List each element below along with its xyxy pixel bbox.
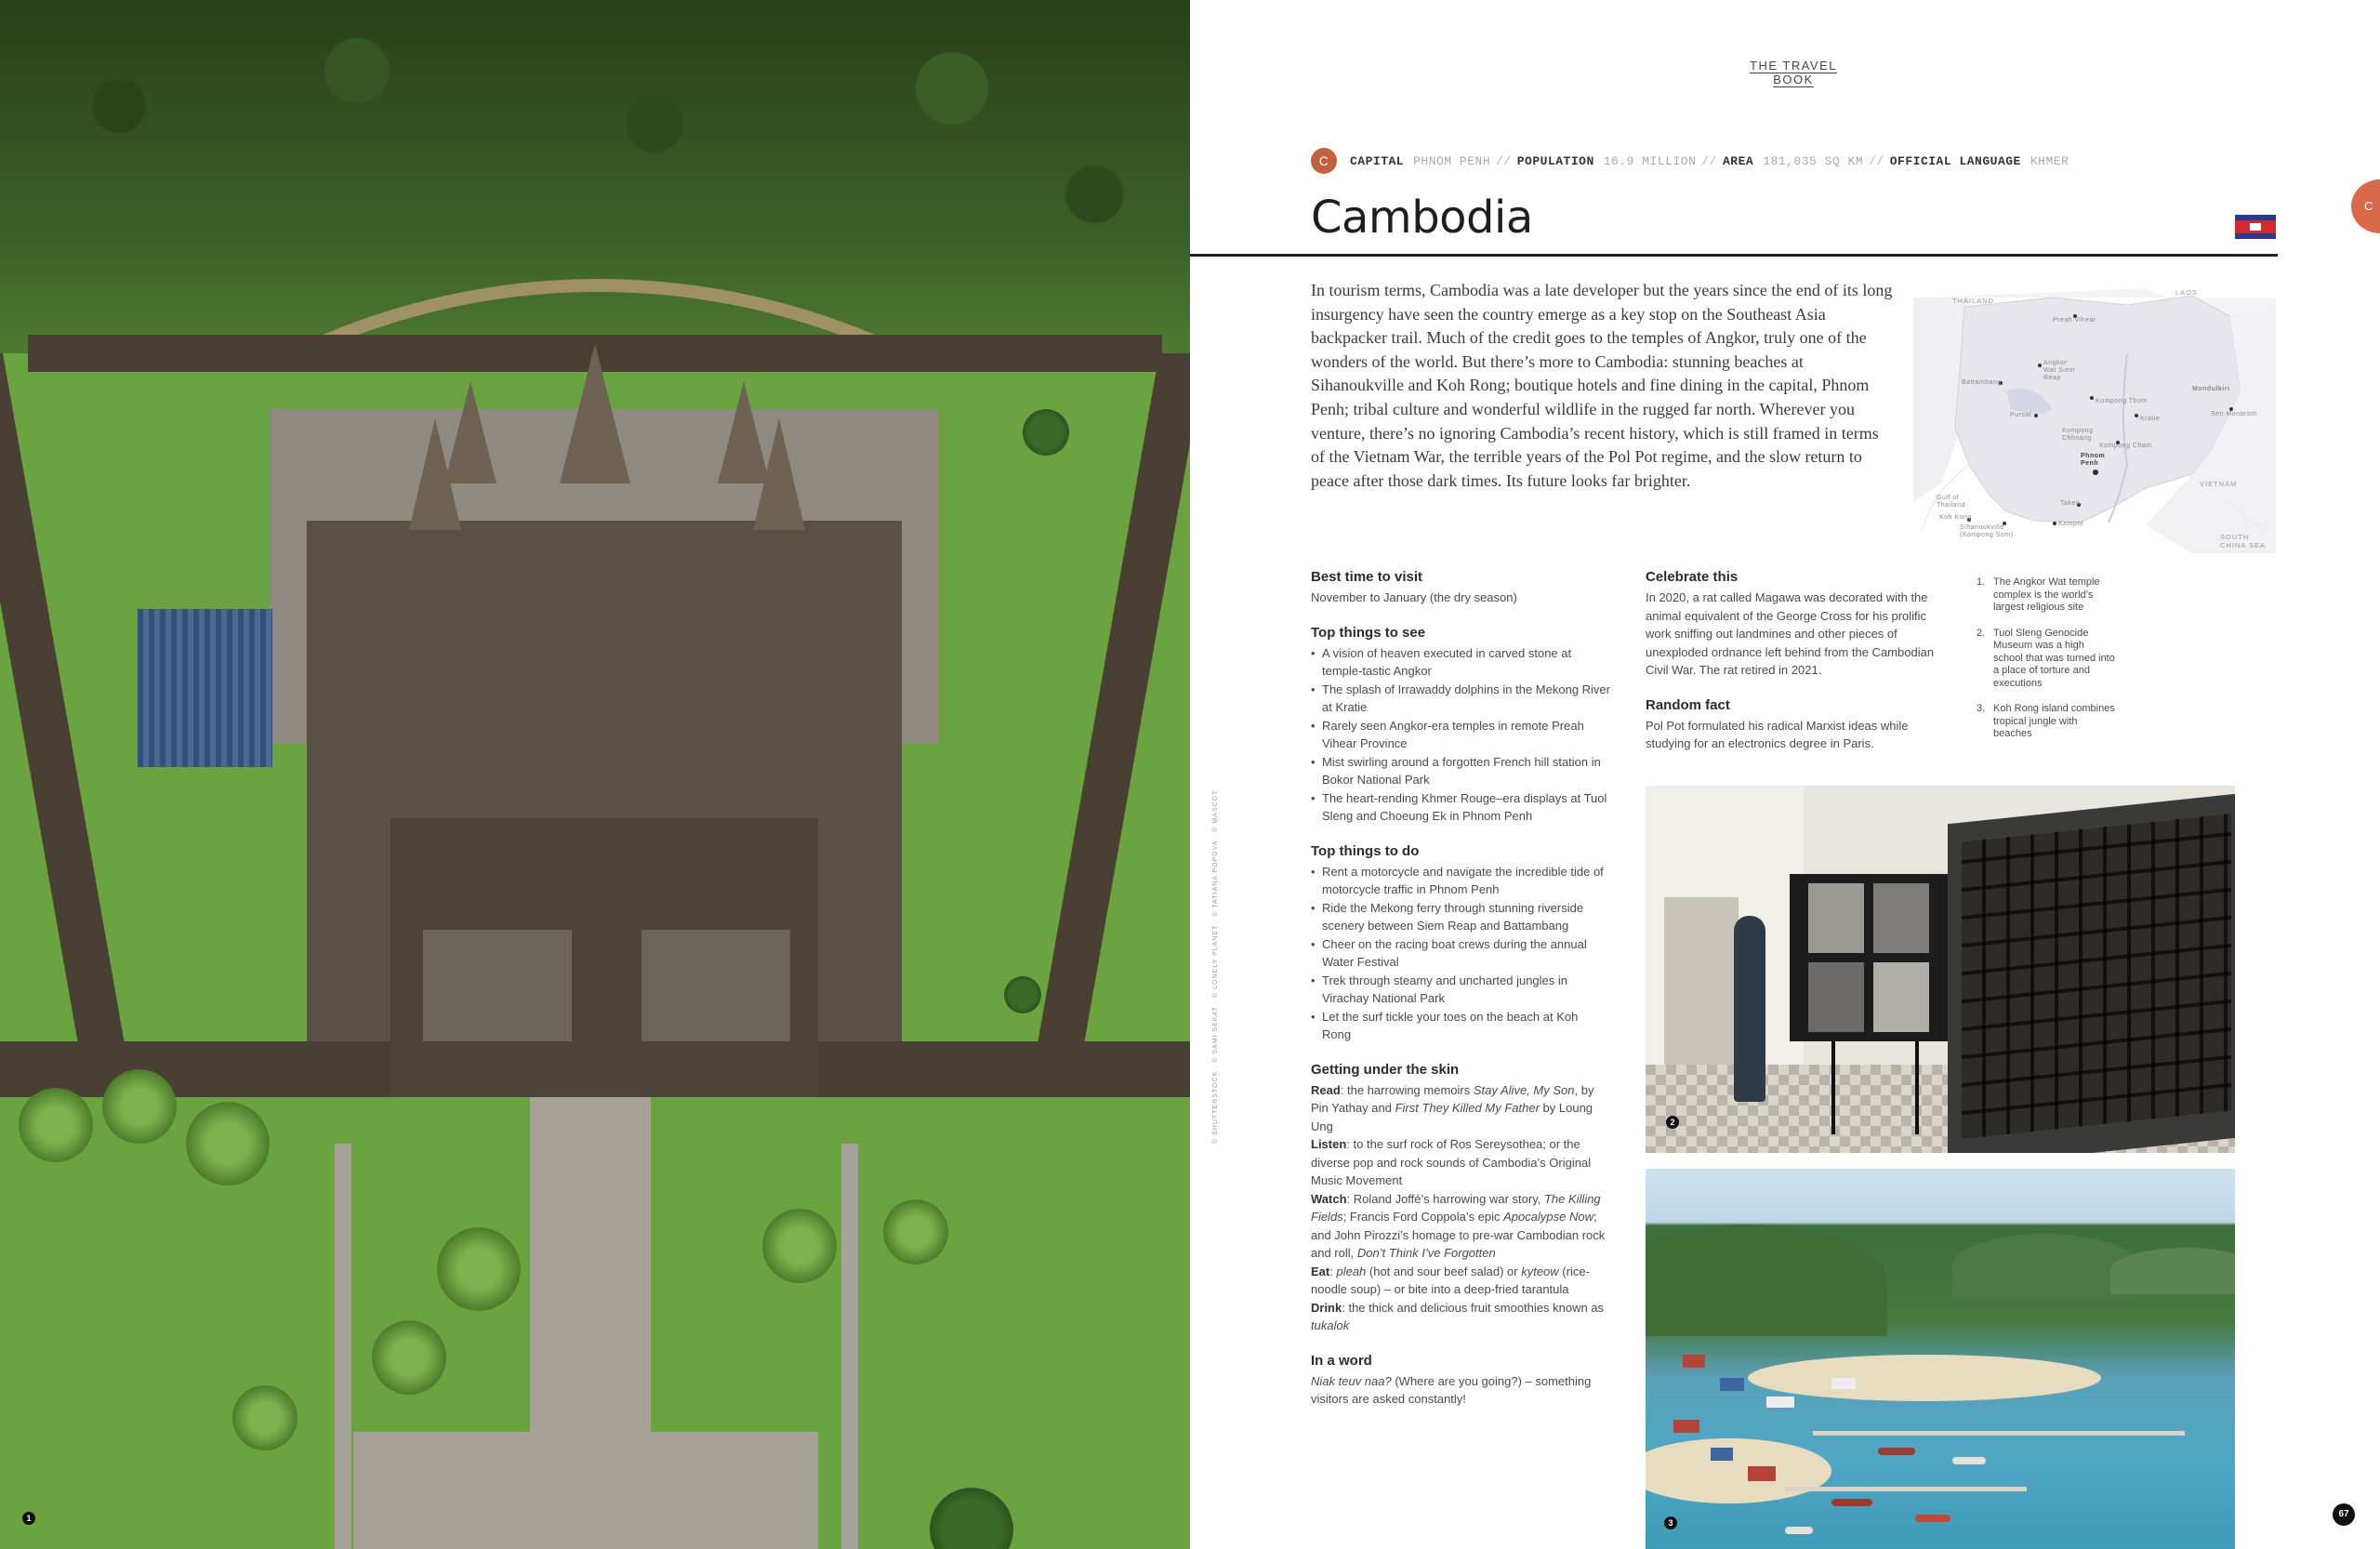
random-fact-text: Pol Pot formulated his radical Marxist ideas while studying for an electronics degree in Paris. bbox=[1646, 718, 1909, 750]
map-city-dot bbox=[2038, 364, 2042, 367]
palm-tree bbox=[232, 1385, 298, 1450]
map-city-kompong-thom: Kompong Thom bbox=[2096, 398, 2148, 404]
in-a-word-section bbox=[1311, 1353, 1610, 1409]
fact-separator: // bbox=[1701, 153, 1717, 168]
map-city-dot bbox=[2034, 414, 2038, 417]
palm-tree bbox=[102, 1069, 177, 1144]
random-fact-section bbox=[1646, 697, 1945, 753]
koh-rong-bay-photo bbox=[1646, 1169, 2235, 1549]
caption-2: 2. Tuol Sleng Genocide Museum was a high school that was turned into a place of torture and executions bbox=[1977, 627, 2115, 689]
skin-watch: Watch: Roland Joffé’s harrowing war story, The Killing Fields; Francis Ford Coppola’s epic Apocalypse Now; and John Pirozzi’s homage to pre-war Cambodian rock and roll, Don’t Think I’ve Forgotten bbox=[1311, 1191, 1606, 1260]
left-column bbox=[1311, 569, 1610, 1426]
running-head: THE TRAVEL BOOK bbox=[1750, 59, 1837, 86]
section-tab[interactable]: C bbox=[2351, 179, 2380, 233]
top-see-heading: Top things to see bbox=[1311, 624, 1426, 641]
list-item: • A vision of heaven executed in carved stone at temple-tastic Angkor bbox=[1311, 644, 1610, 681]
list-item: • Rent a motorcycle and navigate the incredible tide of motorcycle traffic in Phnom Penh bbox=[1311, 863, 1610, 899]
map-city-takeo: Takeo bbox=[2060, 500, 2081, 507]
caption-1: 1. The Angkor Wat temple complex is the world’s largest religious site bbox=[1977, 576, 2100, 613]
language-label: OFFICIAL LANGUAGE bbox=[1889, 153, 2021, 168]
middle-column bbox=[1646, 569, 1945, 771]
cambodia-flag-icon bbox=[2235, 215, 2276, 239]
skin-read: Read: the harrowing memoirs Stay Alive, My Son, by Pin Yathay and First They Killed My Father by Loung Ung bbox=[1311, 1082, 1594, 1133]
skin-listen: Listen: to the surf rock of Ros Sereysothea; or the diverse pop and rock sounds of Cambodia’s Original Music Movement bbox=[1311, 1137, 1592, 1187]
map-city-dot bbox=[2053, 522, 2056, 525]
in-a-word-heading: In a word bbox=[1311, 1352, 1372, 1369]
tree bbox=[1004, 976, 1041, 1013]
temple-tower bbox=[560, 344, 630, 483]
top-do-heading: Top things to do bbox=[1311, 842, 1420, 859]
map-label-laos: LAOS bbox=[2175, 288, 2199, 297]
page-title: Cambodia bbox=[1311, 192, 1533, 244]
letter-badge: C bbox=[1311, 148, 1337, 174]
skin-drink: Drink: the thick and delicious fruit smoothies known as tukalok bbox=[1311, 1300, 1605, 1332]
palm-tree bbox=[19, 1088, 93, 1162]
map-city-battambang: Battambang bbox=[1962, 379, 2002, 386]
photo-credits: © SHUTTERSTOCK · © SAMI SEKAT · © LONELY PLANET · © TATIANA POPOVA · © MASCOT bbox=[1212, 789, 1219, 1144]
list-item: • The splash of Irrawaddy dolphins in the Mekong River at Kratie bbox=[1311, 681, 1610, 717]
skin-eat: Eat: pleah (hot and sour beef salad) or kyteow (rice-noodle soup) – or bite into a deep-fried tarantula bbox=[1311, 1264, 1590, 1296]
caption-3: 3. Koh Rong island combines tropical jungle with beaches bbox=[1977, 703, 2115, 739]
causeway bbox=[353, 1432, 818, 1549]
map-capital-dot bbox=[2093, 470, 2098, 475]
temple-tower bbox=[409, 418, 461, 530]
map-label-vietnam: VIETNAM bbox=[2200, 480, 2238, 488]
best-time-text: November to January (the dry season) bbox=[1311, 590, 1517, 604]
best-time-section bbox=[1311, 569, 1610, 607]
visitor-figure bbox=[1734, 916, 1765, 1102]
inner-courtyard bbox=[423, 930, 572, 1041]
map-city-dot bbox=[2135, 414, 2138, 417]
tuol-sleng-museum-photo bbox=[1646, 786, 2235, 1153]
tree bbox=[1023, 409, 1069, 456]
map-city-preah-vihear: Preah Vihear bbox=[2053, 317, 2096, 324]
palm-tree bbox=[437, 1227, 521, 1311]
list-item: • Mist swirling around a forgotten French hill station in Bokor National Park bbox=[1311, 753, 1610, 789]
photo-number-2: 2 bbox=[1666, 1116, 1679, 1129]
in-a-word-text: Niak teuv naa? (Where are you going?) – something visitors are asked constantly! bbox=[1311, 1373, 1592, 1406]
title-rule bbox=[1190, 254, 2278, 257]
palm-tree bbox=[372, 1320, 446, 1395]
language-value: KHMER bbox=[2030, 153, 2069, 168]
list-item: • Trek through steamy and uncharted jungles in Virachay National Park bbox=[1311, 972, 1610, 1008]
palm-tree bbox=[883, 1199, 948, 1264]
top-see-list bbox=[1311, 644, 1610, 826]
area-value: 181,035 SQ KM bbox=[1763, 153, 1864, 168]
celebrate-section bbox=[1646, 569, 1945, 680]
skin-heading: Getting under the skin bbox=[1311, 1061, 1460, 1078]
cambodia-map bbox=[1913, 279, 2276, 553]
map-city-dot bbox=[2090, 396, 2094, 400]
map-city-koh-kong: Koh Kong bbox=[1939, 514, 1972, 521]
fact-separator: // bbox=[1496, 153, 1512, 168]
map-city-kompong-cham: Kompong Cham bbox=[2099, 443, 2152, 449]
palm-tree bbox=[186, 1102, 270, 1185]
palm-tree bbox=[762, 1209, 837, 1283]
celebrate-text: In 2020, a rat called Magawa was decorated with the animal equivalent of the George Cross for his prolific work sniffing out landmines and other pieces of unexploded ordnance left behind from the Cambodian Civil War. The rat retired in 2021. bbox=[1646, 590, 1935, 677]
side-path bbox=[841, 1144, 858, 1549]
map-label-south-china-sea: SOUTH CHINA SEA bbox=[2220, 533, 2267, 549]
map-label-thailand: THAILAND bbox=[1952, 297, 1995, 305]
random-fact-heading: Random fact bbox=[1646, 696, 1730, 713]
list-item: • Rarely seen Angkor-era temples in remote Preah Vihear Province bbox=[1311, 717, 1610, 753]
capital-value: PHNOM PENH bbox=[1413, 153, 1491, 168]
top-do-section bbox=[1311, 843, 1610, 1044]
list-item: • Cheer on the racing boat crews during the annual Water Festival bbox=[1311, 935, 1610, 972]
inner-courtyard bbox=[641, 930, 790, 1041]
list-item: • Let the surf tickle your toes on the beach at Koh Rong bbox=[1311, 1008, 1610, 1044]
map-city-angkor: Angkor Wat Siem Reap bbox=[2043, 360, 2076, 381]
temple-tower bbox=[753, 418, 805, 530]
capital-label: CAPITAL bbox=[1350, 153, 1405, 168]
map-city-sihanoukville: Sihanoukville (Kompong Som) bbox=[1960, 524, 2014, 538]
list-item: • The heart-rending Khmer Rouge–era displays at Tuol Sleng and Choeung Ek in Phnom Penh bbox=[1311, 789, 1610, 826]
area-label: AREA bbox=[1722, 153, 1754, 168]
map-city-kampot: Kampot bbox=[2058, 521, 2084, 527]
fact-separator: // bbox=[1869, 153, 1884, 168]
top-do-list bbox=[1311, 863, 1610, 1044]
celebrate-heading: Celebrate this bbox=[1646, 569, 1739, 585]
population-value: 16.9 MILLION bbox=[1603, 153, 1697, 168]
photo-number-1: 1 bbox=[22, 1512, 35, 1525]
map-label-mondulkiri: Mondulkiri bbox=[2192, 386, 2230, 392]
best-time-heading: Best time to visit bbox=[1311, 569, 1423, 585]
population-label: POPULATION bbox=[1516, 153, 1594, 168]
list-item: • Ride the Mekong ferry through stunning riverside scenery between Siem Reap and Battambang bbox=[1311, 899, 1610, 935]
intro-paragraph: In tourism terms, Cambodia was a late developer but the years since the end of its long insurgency have seen the country emerge as a key stop on the Southeast Asia backpacker trail. Much of the credit goes to the temples of Angkor, truly one of the wonders of the world. But there’s more to Cambodia: stunning beaches at Sihanoukville and Koh Rong; boutique hotels and fine dining in the capital, Phnom Penh; tribal culture and wonderful wildlife in the rugged far north. Wherever you venture, there’s no ignoring Cambodia’s recent history, which is still framed in terms of the Vietnam War, the terrible years of the Pol Pot regime, and the slow return to peace after those dark times. Its future looks far brighter. bbox=[1311, 281, 1893, 490]
photo-number-3: 3 bbox=[1664, 1516, 1677, 1529]
map-label-gulf: Gulf of Thailand bbox=[1937, 495, 1965, 509]
page-number: 67 bbox=[2333, 1503, 2355, 1526]
photo-captions bbox=[1977, 576, 2116, 754]
map-city-kratie: Kratie bbox=[2140, 416, 2161, 422]
map-city-pursat: Pursat bbox=[2010, 412, 2032, 418]
map-city-sen-monorom: Sen Monorom bbox=[2211, 411, 2257, 417]
side-path bbox=[335, 1144, 351, 1549]
scaffolding bbox=[138, 609, 272, 767]
top-see-section bbox=[1311, 625, 1610, 826]
map-city-kompong-chhnang: Kompong Chhnang bbox=[2062, 428, 2094, 442]
map-city-phnom-penh: Phnom Penh bbox=[2081, 453, 2106, 467]
country-facts bbox=[1311, 150, 2069, 172]
getting-under-skin-section bbox=[1311, 1062, 1610, 1335]
